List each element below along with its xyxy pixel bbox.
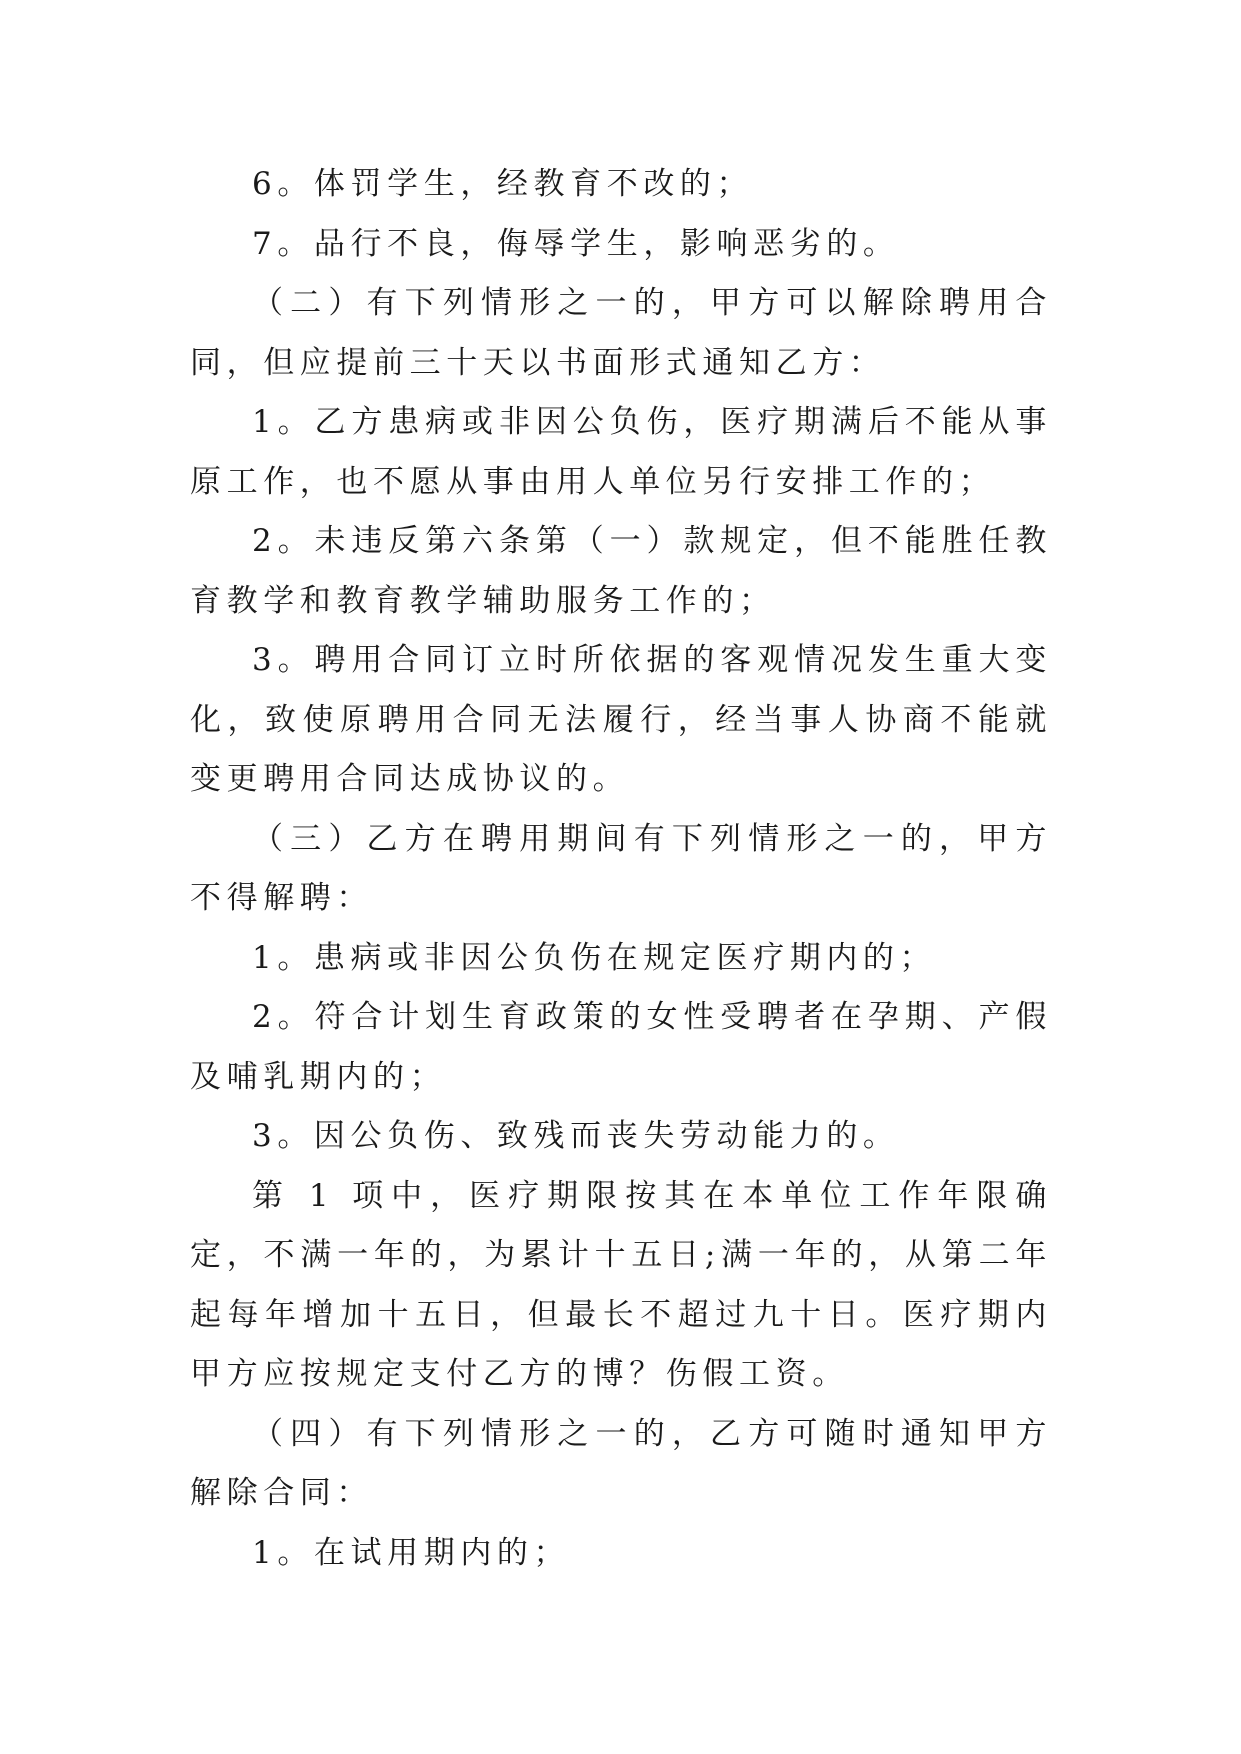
paragraph: 3。聘用合同订立时所依据的客观情况发生重大变化，致使原聘用合同无法履行，经当事人协商不能就变更聘用合同达成协议的。 bbox=[190, 642, 1052, 797]
paragraph: （四）有下列情形之一的，乙方可随时通知甲方解除合同： bbox=[190, 1415, 1052, 1511]
paragraph: 第 1 项中，医疗期限按其在本单位工作年限确定，不满一年的，为累计十五日;满一年的，从第二年起每年增加十五日，但最长不超过九十日。医疗期内甲方应按规定支付乙方的博？伤假工资。 bbox=[190, 1177, 1052, 1392]
paragraph: 2。符合计划生育政策的女性受聘者在孕期、产假及哺乳期内的； bbox=[190, 999, 1052, 1095]
paragraph: 6。体罚学生，经教育不改的； bbox=[252, 166, 754, 202]
document-body bbox=[190, 155, 1052, 1583]
paragraph: 1。在试用期内的； bbox=[252, 1534, 571, 1571]
paragraph: 1。患病或非因公负伤在规定医疗期内的； bbox=[252, 939, 937, 976]
paragraph: 3。因公负伤、致残而丧失劳动能力的。 bbox=[252, 1118, 900, 1154]
paragraph: （三）乙方在聘用期间有下列情形之一的，甲方不得解聘： bbox=[190, 820, 1052, 916]
paragraph: 7。品行不良，侮辱学生，影响恶劣的。 bbox=[252, 225, 900, 262]
paragraph: 1。乙方患病或非因公负伤，医疗期满后不能从事原工作，也不愿从事由用人单位另行安排工作的； bbox=[190, 404, 1052, 500]
paragraph: （二）有下列情形之一的，甲方可以解除聘用合同，但应提前三十天以书面形式通知乙方： bbox=[190, 285, 1052, 381]
paragraph: 2。未违反第六条第（一）款规定，但不能胜任教育教学和教育教学辅助服务工作的； bbox=[190, 523, 1052, 619]
